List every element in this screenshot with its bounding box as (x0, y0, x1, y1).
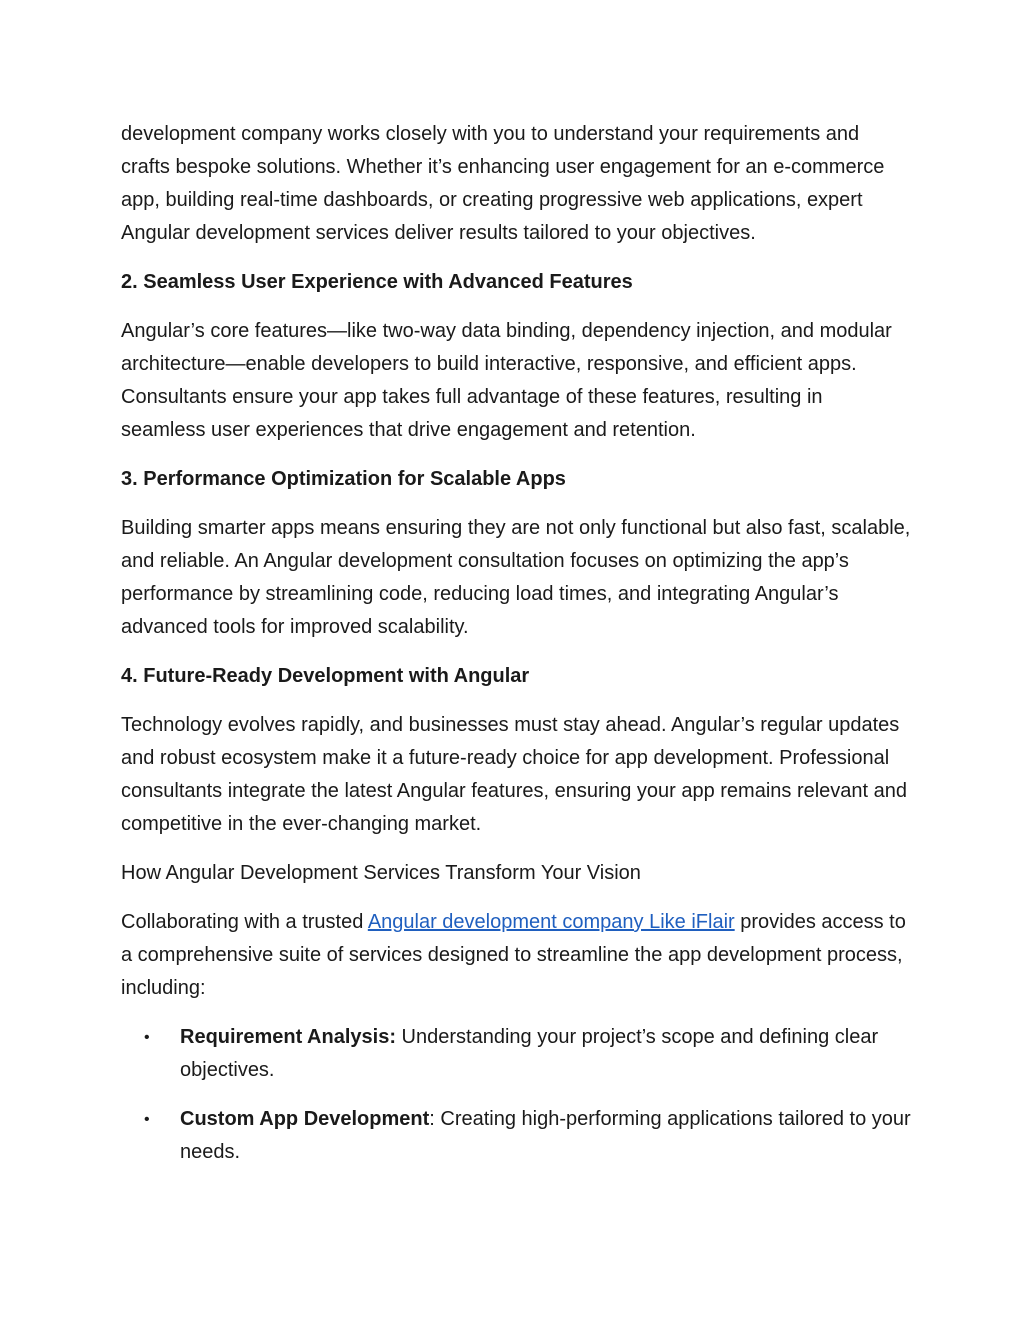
angular-company-link[interactable]: Angular development company Like iFlair (367, 911, 735, 933)
section-heading-future-ready: 4. Future-Ready Development with Angular (121, 665, 530, 687)
section-body-seamless-ux: Angular’s core features—like two-way data binding, dependency injection, and modular architecture—enable developers to build interactive, responsive, and efficient apps. Consultants ensure your app takes full advantage of these features, resulting in seamless user experiences that drive engagement and retention. (121, 320, 892, 441)
list-item-text: Understanding your project’s scope and defining clear objectives. (180, 1026, 879, 1081)
list-item-text: : Creating high-performing applications tailored to your needs. (180, 1108, 911, 1163)
list-item-term: Custom App Development (180, 1108, 430, 1130)
list-item (121, 1103, 911, 1169)
transform-subheading: How Angular Development Services Transform Your Vision (121, 862, 641, 884)
bullet-icon: • (144, 1111, 150, 1128)
section-heading-performance: 3. Performance Optimization for Scalable Apps (121, 468, 566, 490)
intro-paragraph: development company works closely with you to understand your requirements and crafts bespoke solutions. Whether it’s enhancing user engagement for an e-commerce app, building real-time dashboards, or creating progressive web applications, expert Angular development services deliver results tailored to your objectives. (121, 123, 885, 244)
collab-text-before: Collaborating with a trusted (121, 911, 368, 933)
section-body-future-ready: Technology evolves rapidly, and businesses must stay ahead. Angular’s regular updates and robust ecosystem make it a future-ready choice for app development. Professional consultants integrate the latest Angular features, ensuring your app remains relevant and competitive in the ever-changing market. (121, 714, 908, 835)
list-item (121, 1021, 911, 1087)
collab-text-after: provides access to a comprehensive suite of services designed to streamline the app development process, including: (121, 911, 906, 999)
list-item-term: Requirement Analysis: (180, 1026, 396, 1048)
section-heading-seamless-ux: 2. Seamless User Experience with Advanced Features (121, 271, 633, 293)
bullet-icon: • (144, 1029, 150, 1046)
document-page (121, 118, 911, 1185)
services-list (121, 1021, 911, 1169)
section-body-performance: Building smarter apps means ensuring they are not only functional but also fast, scalable, and reliable. An Angular development consultation focuses on optimizing the app’s performance by streamlining code, reducing load times, and integrating Angular’s advanced tools for improved scalability. (121, 517, 911, 638)
collab-paragraph (121, 906, 911, 1005)
